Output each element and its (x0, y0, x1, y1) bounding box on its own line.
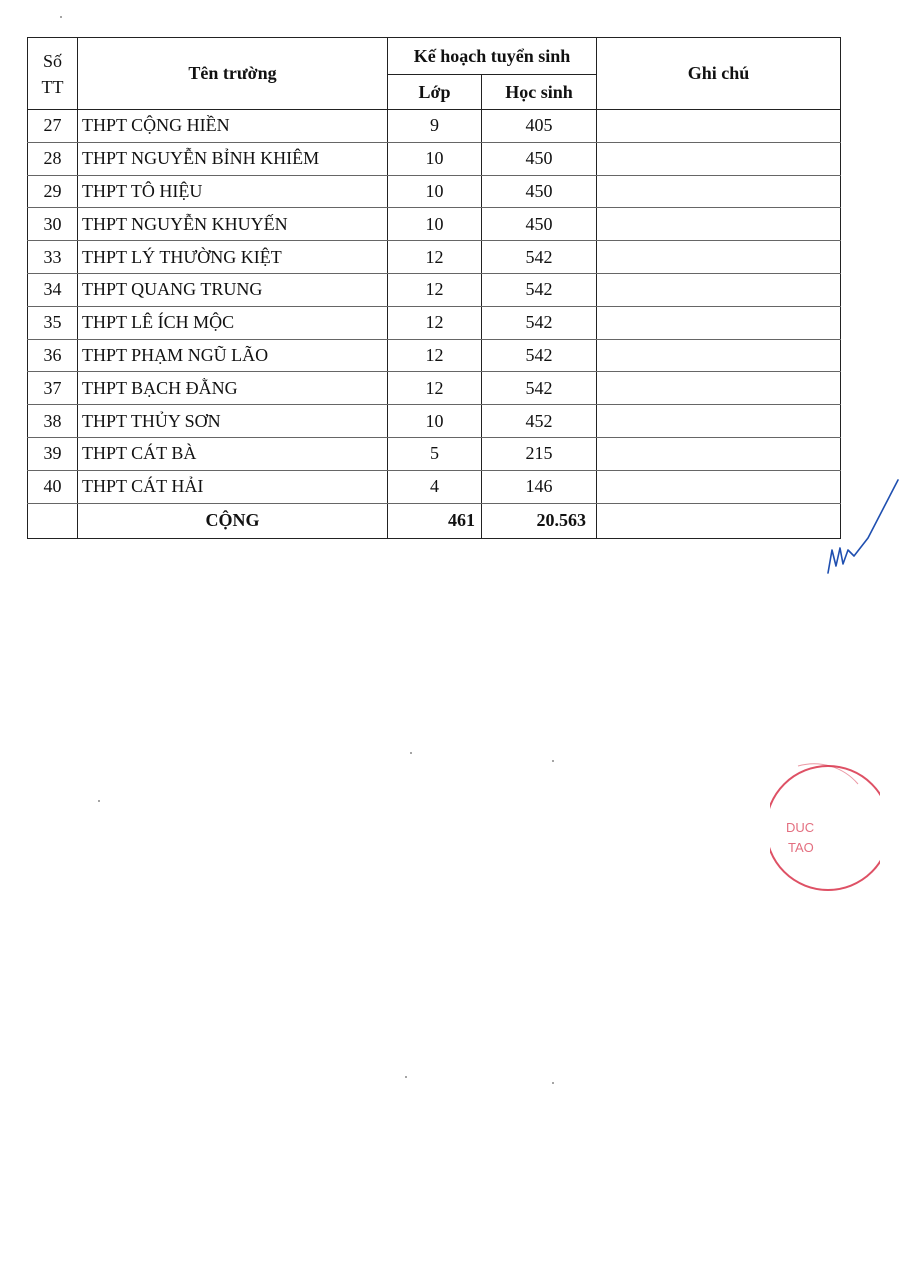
row-school-name: THPT NGUYỄN BỈNH KHIÊM (78, 142, 388, 175)
table-row (28, 110, 841, 143)
row-classes: 9 (388, 110, 482, 143)
row-school-name: THPT CÁT HẢI (78, 470, 388, 503)
table-row (28, 142, 841, 175)
row-stt: 35 (28, 306, 78, 339)
header-name: Tên trường (78, 38, 388, 110)
row-stt: 27 (28, 110, 78, 143)
header-stt-label: Số TT (41, 50, 64, 97)
scan-speck (552, 760, 554, 762)
stamp-text-duc: DUC (786, 820, 815, 835)
row-classes: 10 (388, 175, 482, 208)
enrollment-plan-table (27, 37, 841, 539)
row-students: 215 (482, 437, 597, 470)
row-classes: 12 (388, 372, 482, 405)
scan-speck (552, 1082, 554, 1084)
row-stt: 29 (28, 175, 78, 208)
row-classes: 12 (388, 339, 482, 372)
scan-speck (60, 16, 62, 18)
row-note (597, 273, 841, 306)
header-classes: Lớp (388, 75, 482, 110)
row-stt: 28 (28, 142, 78, 175)
total-label: CỘNG (78, 503, 388, 538)
stamp-text-tao: TAO (788, 840, 814, 855)
row-classes: 10 (388, 208, 482, 241)
table-header-row (28, 38, 841, 75)
row-classes: 12 (388, 306, 482, 339)
row-school-name: THPT CỘNG HIỀN (78, 110, 388, 143)
table-row (28, 372, 841, 405)
table-row (28, 241, 841, 274)
row-students: 450 (482, 142, 597, 175)
row-note (597, 142, 841, 175)
header-stt (28, 38, 78, 110)
row-school-name: THPT PHẠM NGŨ LÃO (78, 339, 388, 372)
table-row (28, 175, 841, 208)
row-note (597, 175, 841, 208)
row-stt: 40 (28, 470, 78, 503)
row-students: 450 (482, 208, 597, 241)
row-note (597, 405, 841, 438)
row-stt: 30 (28, 208, 78, 241)
header-students: Học sinh (482, 75, 597, 110)
row-school-name: THPT LÝ THƯỜNG KIỆT (78, 241, 388, 274)
row-students: 542 (482, 339, 597, 372)
row-school-name: THPT THỦY SƠN (78, 405, 388, 438)
official-stamp (770, 748, 880, 898)
row-school-name: THPT CÁT BÀ (78, 437, 388, 470)
signature-mark (818, 478, 900, 578)
header-plan: Kế hoạch tuyển sinh (388, 38, 597, 75)
table-row (28, 437, 841, 470)
total-classes: 461 (388, 503, 482, 538)
total-note-cell (597, 503, 841, 538)
row-note (597, 306, 841, 339)
row-note (597, 110, 841, 143)
row-classes: 10 (388, 142, 482, 175)
row-note (597, 470, 841, 503)
row-classes: 5 (388, 437, 482, 470)
row-students: 542 (482, 372, 597, 405)
row-students: 542 (482, 241, 597, 274)
row-classes: 10 (388, 405, 482, 438)
row-classes: 4 (388, 470, 482, 503)
table-body (28, 110, 841, 504)
table-row (28, 339, 841, 372)
row-students: 542 (482, 273, 597, 306)
table-row (28, 273, 841, 306)
table-row (28, 208, 841, 241)
row-classes: 12 (388, 273, 482, 306)
row-school-name: THPT BẠCH ĐẰNG (78, 372, 388, 405)
row-stt: 33 (28, 241, 78, 274)
table-row (28, 306, 841, 339)
row-note (597, 437, 841, 470)
total-row (28, 503, 841, 538)
table-row (28, 405, 841, 438)
table-row (28, 470, 841, 503)
row-school-name: THPT TÔ HIỆU (78, 175, 388, 208)
row-students: 452 (482, 405, 597, 438)
row-school-name: THPT NGUYỄN KHUYẾN (78, 208, 388, 241)
row-students: 405 (482, 110, 597, 143)
row-note (597, 241, 841, 274)
row-note (597, 339, 841, 372)
row-stt: 37 (28, 372, 78, 405)
total-students: 20.563 (482, 503, 597, 538)
scan-speck (410, 752, 412, 754)
row-note (597, 208, 841, 241)
row-stt: 39 (28, 437, 78, 470)
row-students: 450 (482, 175, 597, 208)
scan-speck (405, 1076, 407, 1078)
header-note: Ghi chú (597, 38, 841, 110)
row-note (597, 372, 841, 405)
row-classes: 12 (388, 241, 482, 274)
row-school-name: THPT LÊ ÍCH MỘC (78, 306, 388, 339)
scan-speck (98, 800, 100, 802)
row-stt: 38 (28, 405, 78, 438)
total-stt-cell (28, 503, 78, 538)
row-school-name: THPT QUANG TRUNG (78, 273, 388, 306)
row-stt: 36 (28, 339, 78, 372)
row-stt: 34 (28, 273, 78, 306)
row-students: 146 (482, 470, 597, 503)
row-students: 542 (482, 306, 597, 339)
